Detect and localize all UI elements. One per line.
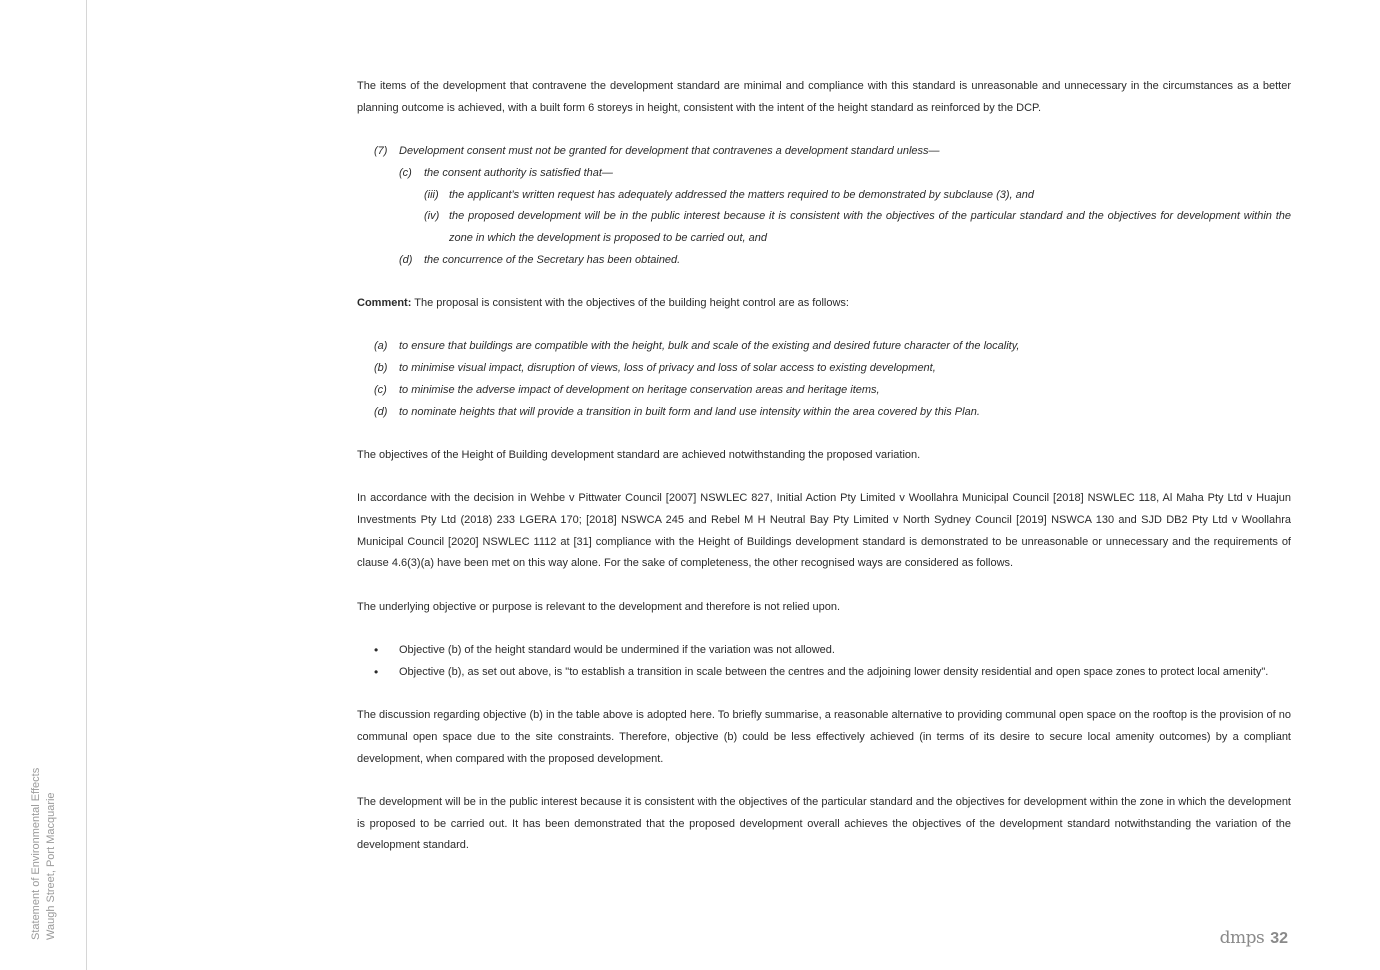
clause-7 (357, 141, 1291, 163)
objective-item (357, 380, 1291, 402)
project-address: Waugh Street, Port Macquarie (45, 792, 57, 940)
bullet-text: Objective (b), as set out above, is "to establish a transition in scale between the centres and the adjoining lower density residential and open space zones to protect local amenity". (399, 665, 1269, 678)
comment-text: The proposal is consistent with the objectives of the building height control are as follows: (411, 297, 849, 309)
clause-label: (iii) (424, 188, 439, 201)
main-content (357, 76, 1291, 857)
objective-item (357, 336, 1291, 358)
side-caption (29, 768, 59, 940)
clause-7-c-iii (357, 185, 1291, 207)
clause-label: (c) (399, 166, 412, 179)
clause-7-c (357, 163, 1291, 185)
intro-paragraph: The items of the development that contravene the development standard are minimal and compliance with this standard is unreasonable and unnecessary in the circumstances as a better planning outcome is achieved, with a built form 6 storeys in height, consistent with the intent of the height standard as reinforced by the DCP. (357, 80, 1291, 114)
clause-text: Development consent must not be granted for development that contravenes a development standard unless— (399, 145, 940, 158)
comment-label: Comment: (357, 297, 412, 309)
bullet-icon: • (374, 664, 379, 679)
page-footer (1220, 928, 1288, 948)
bullet-list (357, 640, 1291, 683)
objective-item (357, 402, 1291, 424)
public-interest-paragraph: The development will be in the public interest because it is consistent with the objectives of the particular standard and the objectives for development within the zone in which the development is proposed to be carried out. It has been demonstrated that the proposed development overall achieves the objectives of the development standard notwithstanding the variation of the development standard. (357, 796, 1291, 852)
clause-label: (7) (374, 145, 388, 158)
objective-item (357, 358, 1291, 380)
clause-7-d (357, 250, 1291, 272)
objective-label: (d) (374, 405, 388, 418)
clause-label: (d) (399, 253, 413, 266)
case-law-paragraph: In accordance with the decision in Wehbe v Pittwater Council [2007] NSWLEC 827, Initial Action Pty Limited v Woollahra Municipal Council [2018] NSWLEC 118, Al Maha Pty Ltd v Huajun Investments Pty Ltd (2018) 233 LGERA 170; [2018] NSWCA 245 and Rebel M H Neutral Bay Pty Limited v North Sydney Council [2019] NSWCA 130 and SJD DB2 Pty Ltd v Woollahra Municipal Council [2020] NSWLEC 1112 at [31] compliance with the Height of Buildings development standard is demonstrated to be unreasonable or unnecessary and the requirements of clause 4.6(3)(a) have been met on this way alone. For the sake of completeness, the other recognised ways are considered as follows. (357, 492, 1291, 570)
objective-label: (b) (374, 362, 388, 375)
clause-text: the applicant’s written request has adequately addressed the matters required to be demonstrated by subclause (3), and (449, 188, 1034, 201)
bullet-item (357, 662, 1291, 684)
clause-7-block (357, 141, 1291, 271)
objective-label: (a) (374, 340, 388, 353)
clause-text: the consent authority is satisfied that— (424, 166, 613, 179)
page-number: 32 (1270, 930, 1288, 947)
objective-text: to minimise the adverse impact of development on heritage conservation areas and heritage items, (399, 383, 880, 396)
objective-text: to minimise visual impact, disruption of views, loss of privacy and loss of solar access to existing development, (399, 362, 936, 375)
discussion-paragraph: The discussion regarding objective (b) in the table above is adopted here. To briefly summarise, a reasonable alternative to providing communal open space on the rooftop is the provision of no communal open space due to the site constraints. Therefore, objective (b) could be less effectively achieved (in terms of its desire to secure local amenity outcomes) by a compliant development, when compared with the proposed development. (357, 709, 1291, 765)
bullet-text: Objective (b) of the height standard would be undermined if the variation was not allowed. (399, 644, 835, 657)
clause-text: the proposed development will be in the public interest because it is consistent with the objectives of the particular standard and the objectives for development within the zone in which the development is proposed to be carried out, and (449, 210, 1291, 244)
underlying-objective-paragraph: The underlying objective or purpose is relevant to the development and therefore is not relied upon. (357, 600, 841, 613)
objectives-list (357, 336, 1291, 423)
comment-paragraph (357, 293, 1291, 315)
objectives-achieved-paragraph: The objectives of the Height of Building development standard are achieved notwithstanding the proposed variation. (357, 448, 921, 461)
clause-label: (iv) (424, 210, 440, 223)
dmps-logo: dmps (1219, 928, 1265, 948)
document-title: Statement of Environmental Effects (30, 767, 42, 940)
margin-rule (86, 0, 87, 970)
objective-text: to ensure that buildings are compatible with the height, bulk and scale of the existing and desired future character of the locality, (399, 340, 1020, 353)
clause-7-c-iv (357, 206, 1291, 249)
objective-text: to nominate heights that will provide a transition in built form and land use intensity within the area covered by this Plan. (399, 405, 980, 418)
objective-label: (c) (374, 383, 387, 396)
bullet-item (357, 640, 1291, 662)
bullet-icon: • (374, 643, 379, 658)
clause-text: the concurrence of the Secretary has been obtained. (424, 253, 681, 266)
